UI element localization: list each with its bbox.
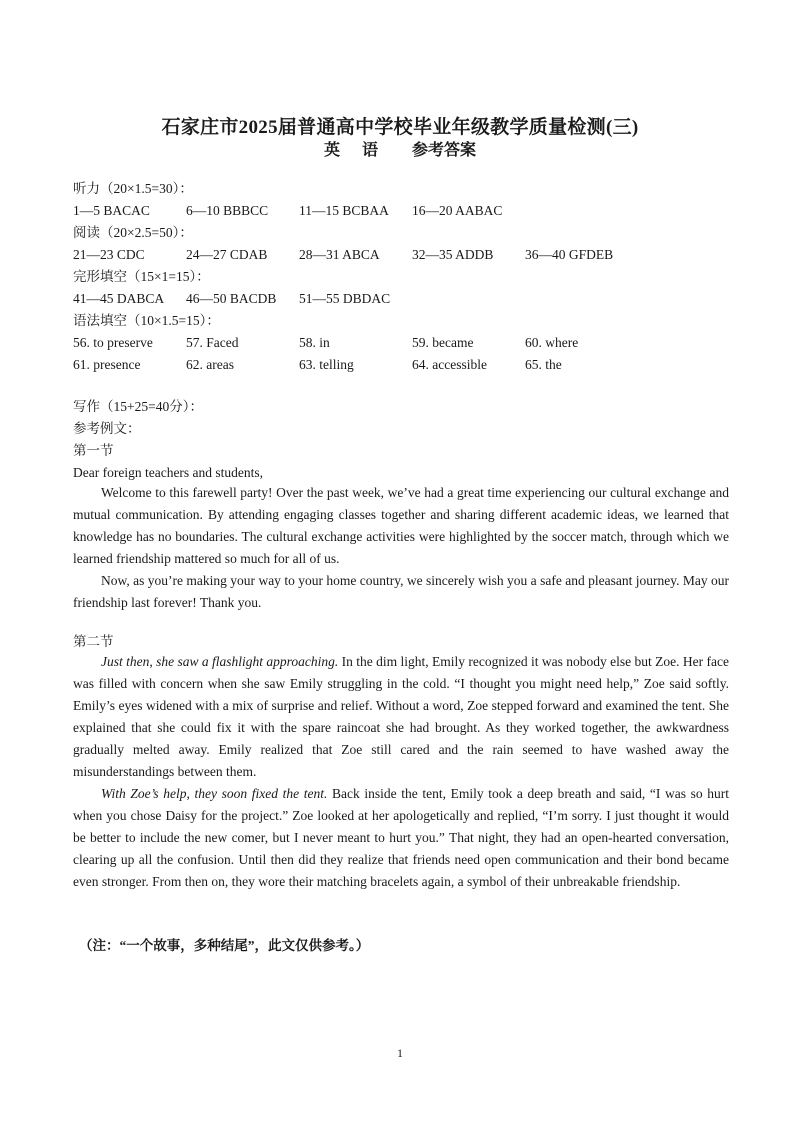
grammar-answer: 63. telling — [299, 357, 354, 372]
paragraph-body: In the dim light, Emily recognized it was nobody else but Zoe. Her face was filled with concern when she saw Emily struggling in the cold. “I thought you might need help,” Zoe said softly. Emily’s eyes widened with a mix of surprise and relief. Without a word, Zoe stepped forward and examined the tent. She explained that she could fix it with the spare raincoat she had brought. As they worked together, the awkwardness gradually melted away. Emily realized that Zoe still cared and the rain seemed to have washed away the misunderstandings between them. — [73, 654, 729, 779]
listening-heading: 听力（20×1.5=30）： — [73, 181, 193, 196]
reading-heading: 阅读（20×2.5=50）： — [73, 225, 193, 240]
section-2-paragraph-2 — [73, 783, 729, 893]
grammar-answer: 58. in — [299, 335, 330, 350]
answer-group: 21—23 CDC — [73, 247, 145, 262]
writing-heading: 写作（15+25=40分）： — [73, 399, 203, 414]
grammar-heading: 语法填空（10×1.5=15）： — [73, 313, 220, 328]
sample-label: 参考例文： — [73, 421, 141, 436]
grammar-answer: 59. became — [412, 335, 474, 350]
answer-group: 1—5 BACAC — [73, 203, 150, 218]
grammar-answer: 62. areas — [186, 357, 234, 372]
grammar-answer: 64. accessible — [412, 357, 487, 372]
grammar-answers-row-2 — [73, 356, 733, 374]
answer-group: 28—31 ABCA — [299, 247, 380, 262]
answer-group: 6—10 BBBCC — [186, 203, 269, 218]
page-title: 石家庄市2025届普通高中学校毕业年级教学质量检测(三) — [161, 117, 639, 138]
section-1-paragraph-1: Welcome to this farewell party! Over the past week, we’ve had a great time experiencing our cultural exchange and mutual communication. By attending engaging classes together and sharing different academic ideas, we learned that knowledge has no boundaries. The cultural exchange activities were highlighted by the soccer match, through which we learned friendship mattered so much for all of us. — [73, 485, 729, 566]
answer-group: 24—27 CDAB — [186, 247, 268, 262]
answer-group: 41—45 DABCA — [73, 291, 165, 306]
answer-group: 36—40 GFDEB — [525, 247, 614, 262]
answer-group: 51—55 DBDAC — [299, 291, 391, 306]
cloze-heading: 完形填空（15×1=15）： — [73, 269, 210, 284]
grammar-answers-row-1 — [73, 334, 733, 352]
section-1-label: 第一节 — [73, 443, 114, 458]
answer-label: 参考答案 — [412, 142, 477, 159]
grammar-answer: 60. where — [525, 335, 579, 350]
grammar-answer: 65. the — [525, 357, 562, 372]
page-subtitle — [0, 137, 800, 160]
grammar-answer: 57. Faced — [186, 335, 239, 350]
answer-group: 11—15 BCBAA — [299, 203, 389, 218]
subject-char-1: 英 — [323, 142, 340, 159]
page-number: 1 — [397, 1046, 403, 1060]
section-1-paragraph-2: Now, as you’re making your way to your home country, we sincerely wish you a safe and pleasant journey. May our friendship last forever! Thank you. — [73, 573, 729, 610]
section-2-paragraph-1 — [73, 651, 729, 783]
answer-group: 46—50 BACDB — [186, 291, 277, 306]
paragraph-body: Back inside the tent, Emily took a deep breath and said, “I was so hurt when you chose Daisy for the project.” Zoe looked at her apologetically and replied, “I’m sorry. I just thought it would be better to include the new comer, but I never meant to hurt you.” That night, they had an open-hearted conversation, clearing up all the confusion. Until then did they realize that friends need open communication and their bond became even stronger. From then on, they wore their matching bracelets again, a symbol of their unbreakable friendship. — [73, 786, 729, 889]
grammar-answer: 61. presence — [73, 357, 141, 372]
letter-salutation: Dear foreign teachers and students, — [73, 465, 264, 480]
reading-answers — [73, 246, 733, 264]
paragraph-lead-sentence: Just then, she saw a flashlight approaching. — [101, 654, 339, 669]
answer-group: 16—20 AABAC — [412, 203, 503, 218]
answer-group: 32—35 ADDB — [412, 247, 494, 262]
grammar-answer: 56. to preserve — [73, 335, 153, 350]
footnote: （注：“一个故事，多种结尾”，此文仅供参考。） — [79, 938, 370, 953]
subject-char-2: 语 — [361, 142, 378, 159]
paragraph-lead-sentence: With Zoe’s help, they soon fixed the tent. — [101, 786, 328, 801]
section-2-label: 第二节 — [73, 634, 114, 649]
cloze-answers — [73, 290, 733, 308]
listening-answers — [73, 202, 733, 220]
